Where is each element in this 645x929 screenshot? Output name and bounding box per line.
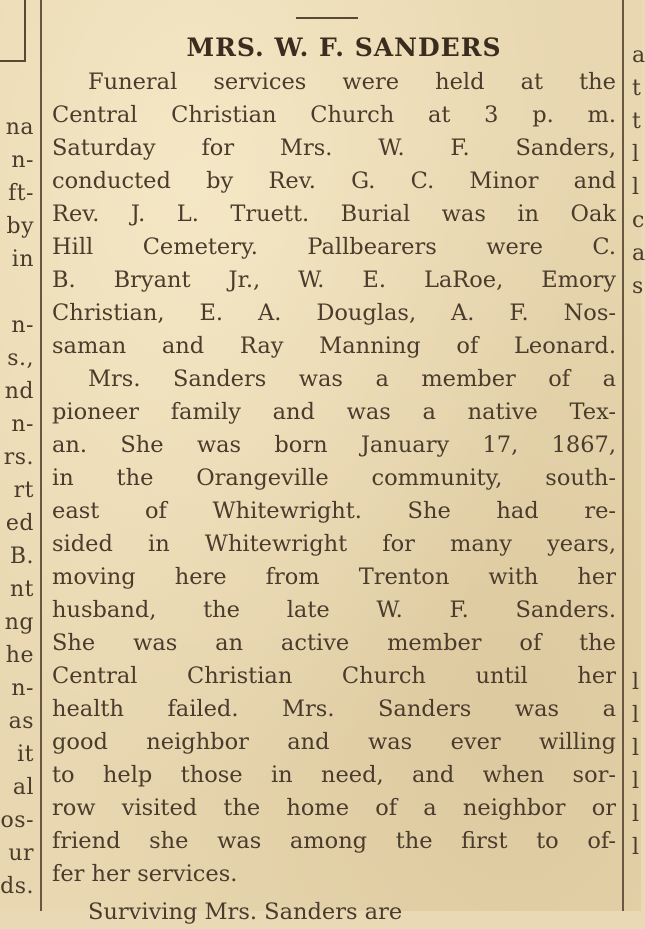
text-line: row visited the home of a neighbor or: [52, 795, 616, 821]
right-column-fragment: s: [632, 274, 644, 299]
text-line: B. Bryant Jr., W. E. LaRoe, Emory: [52, 267, 616, 293]
left-column-fragment: by: [6, 214, 34, 239]
left-column-fragment: nt: [9, 577, 34, 602]
right-column-fragment: l: [632, 175, 640, 200]
text-line: She was an active member of the: [52, 630, 616, 656]
left-column-fragment: n-: [11, 412, 34, 437]
right-column-fragment: c: [632, 208, 645, 233]
text-line: in the Orangeville community, south-: [52, 465, 616, 491]
text-line: Rev. J. L. Truett. Burial was in Oak: [52, 201, 616, 227]
cut-off-text: Surviving Mrs. Sanders are: [88, 899, 403, 925]
text-line: an. She was born January 17, 1867,: [52, 432, 616, 458]
left-column-fragment: in: [11, 247, 34, 272]
text-line: Christian, E. A. Douglas, A. F. Nos-: [52, 300, 616, 326]
left-column-fragment: n-: [11, 148, 34, 173]
text-line: good neighbor and was ever willing: [52, 729, 616, 755]
text-line: fer her services.: [52, 861, 238, 887]
left-column-fragment: ds.: [0, 874, 34, 899]
left-column-fragment: s.,: [7, 346, 34, 371]
text-line: husband, the late W. F. Sanders.: [52, 597, 616, 623]
left-column-fragment: n-: [11, 313, 34, 338]
column-rule-right: [622, 0, 624, 911]
left-column-fragment: ng: [4, 610, 34, 635]
text-line: Mrs. Sanders was a member of a: [88, 366, 616, 392]
left-column-fragment: os-: [0, 808, 34, 833]
left-column-fragment: ft-: [8, 181, 34, 206]
text-line: friend she was among the first to of-: [52, 828, 616, 854]
text-line: pioneer family and was a native Tex-: [52, 399, 616, 425]
left-adjacent-column: [0, 0, 36, 911]
text-line: to help those in need, and when sor-: [52, 762, 616, 788]
text-line: moving here from Trenton with her: [52, 564, 616, 590]
text-line: saman and Ray Manning of Leonard.: [52, 333, 616, 359]
left-column-fragment: ur: [8, 841, 34, 866]
paragraph-1: [52, 66, 616, 363]
top-separator-rule: [296, 17, 358, 19]
column-rule-left: [40, 0, 42, 911]
left-column-fragment: it: [17, 742, 34, 767]
left-column-fragment: ed: [5, 511, 34, 536]
text-line: sided in Whitewright for many years,: [52, 531, 616, 557]
text-line: Central Christian Church at 3 p. m.: [52, 102, 616, 128]
left-column-fragment: rs.: [3, 445, 34, 470]
right-column-fragment: l: [632, 736, 640, 761]
text-line: Central Christian Church until her: [52, 663, 616, 689]
left-column-box: [0, 0, 26, 62]
left-column-fragment: B.: [9, 544, 34, 569]
left-column-fragment: nd: [4, 379, 34, 404]
right-column-fragment: t: [632, 76, 641, 101]
right-column-fragment: l: [632, 142, 640, 167]
cut-off-line: [52, 896, 616, 925]
right-column-fragment: a: [632, 241, 645, 266]
left-column-fragment: al: [12, 775, 34, 800]
text-line: east of Whitewright. She had re-: [52, 498, 616, 524]
left-column-fragment: rt: [13, 478, 34, 503]
right-column-fragment: t: [632, 109, 641, 134]
right-column-fragment: a: [632, 43, 645, 68]
right-column-fragment: l: [632, 769, 640, 794]
text-line: Funeral services were held at the: [88, 69, 616, 95]
text-line: Saturday for Mrs. W. F. Sanders,: [52, 135, 616, 161]
right-adjacent-column: [626, 0, 645, 911]
right-column-fragment: l: [632, 670, 640, 695]
left-column-fragment: n-: [11, 676, 34, 701]
right-column-fragment: l: [632, 703, 640, 728]
left-column-fragment: he: [5, 643, 34, 668]
text-line: health failed. Mrs. Sanders was a: [52, 696, 616, 722]
obituary-article: [52, 30, 616, 891]
paragraph-2: [52, 363, 616, 891]
right-column-fragment: l: [632, 802, 640, 827]
left-column-fragment: na: [5, 115, 34, 140]
text-line: conducted by Rev. G. C. Minor and: [52, 168, 616, 194]
article-headline: MRS. W. F. SANDERS: [186, 33, 502, 62]
text-line: Hill Cemetery. Pallbearers were C.: [52, 234, 616, 260]
right-column-fragment: l: [632, 835, 640, 860]
left-column-fragment: as: [8, 709, 34, 734]
